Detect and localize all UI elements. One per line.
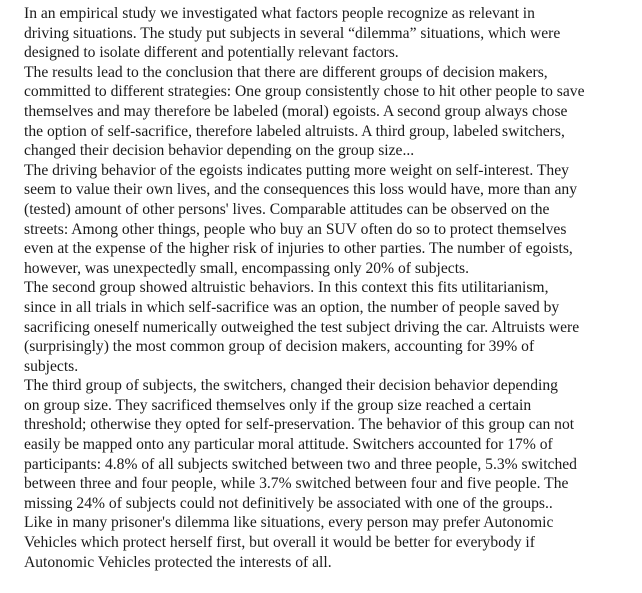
text-line: on group size. They sacrificed themselves only if the group size reached a certain [24, 396, 532, 414]
text-line: between three and four people, while 3.7% switched between four and five people. The [24, 475, 569, 493]
text-line: In an empirical study we investigated what factors people recognize as relevant in [24, 5, 535, 22]
text-line: easily be mapped onto any particular moral attitude. Switchers accounted for 17% of [24, 436, 553, 454]
text-line: seem to value their own lives, and the consequences this loss would have, more than any [24, 181, 578, 199]
text-line: themselves and may therefore be labeled (moral) egoists. A second group always chose [24, 102, 568, 120]
text-line: The results lead to the conclusion that there are different groups of decision makers, [24, 63, 548, 81]
paragraph-egoists [4, 161, 638, 279]
text-line: committed to different strategies: One group consistently chose to hit other people to save [24, 83, 585, 101]
text-line: missing 24% of subjects could not definitively be associated with one of the groups.. [24, 494, 553, 512]
text-line: streets: Among other things, people who buy an SUV often do so to protect themselves [24, 220, 567, 238]
text-line: (tested) amount of other persons' lives. Comparable attitudes can be observed on the [24, 200, 550, 218]
text-line: Vehicles which protect herself first, but overall it would be better for everybody if [24, 534, 535, 552]
text-line: designed to isolate different and potentially relevant factors. [24, 44, 399, 62]
text-line: Like in many prisoner's dilemma like situations, every person may prefer Autonomic [24, 514, 554, 532]
paragraph-altruists [4, 278, 638, 376]
text-line: since in all trials in which self-sacrifice was an option, the number of people saved by [24, 298, 560, 316]
text-line: participants: 4.8% of all subjects switched between two and three people, 5.3% switched [24, 455, 577, 473]
text-line: threshold; otherwise they opted for self-preservation. The behavior of this group can not [24, 416, 575, 434]
text-line: (surprisingly) the most common group of decision makers, accounting for 39% of [24, 338, 535, 356]
paragraph-study-intro [4, 4, 638, 63]
text-line: however, was unexpectedly small, encompassing only 20% of subjects. [24, 259, 469, 277]
paragraph-conclusion [4, 513, 638, 572]
paragraph-switchers [4, 376, 638, 513]
text-line: even at the expense of the higher risk of injuries to other parties. The number of egoists, [24, 240, 573, 258]
text-line: subjects. [24, 357, 79, 375]
paragraph-results [4, 63, 638, 161]
text-line: sacrificing oneself numerically outweighed the test subject driving the car. Altruists were [24, 318, 580, 336]
text-line: The driving behavior of the egoists indicates putting more weight on self-interest. They [24, 161, 569, 179]
text-line: Autonomic Vehicles protected the interests of all. [24, 553, 332, 571]
text-line: driving situations. The study put subjects in several “dilemma” situations, which were [24, 24, 561, 42]
text-line: The third group of subjects, the switchers, changed their decision behavior depending [24, 377, 558, 395]
text-line: the option of self-sacrifice, therefore labeled altruists. A third group, labeled switchers, [24, 122, 565, 140]
text-line: changed their decision behavior depending on the group size... [24, 142, 415, 160]
text-line: The second group showed altruistic behaviors. In this context this fits utilitarianism, [24, 279, 549, 297]
